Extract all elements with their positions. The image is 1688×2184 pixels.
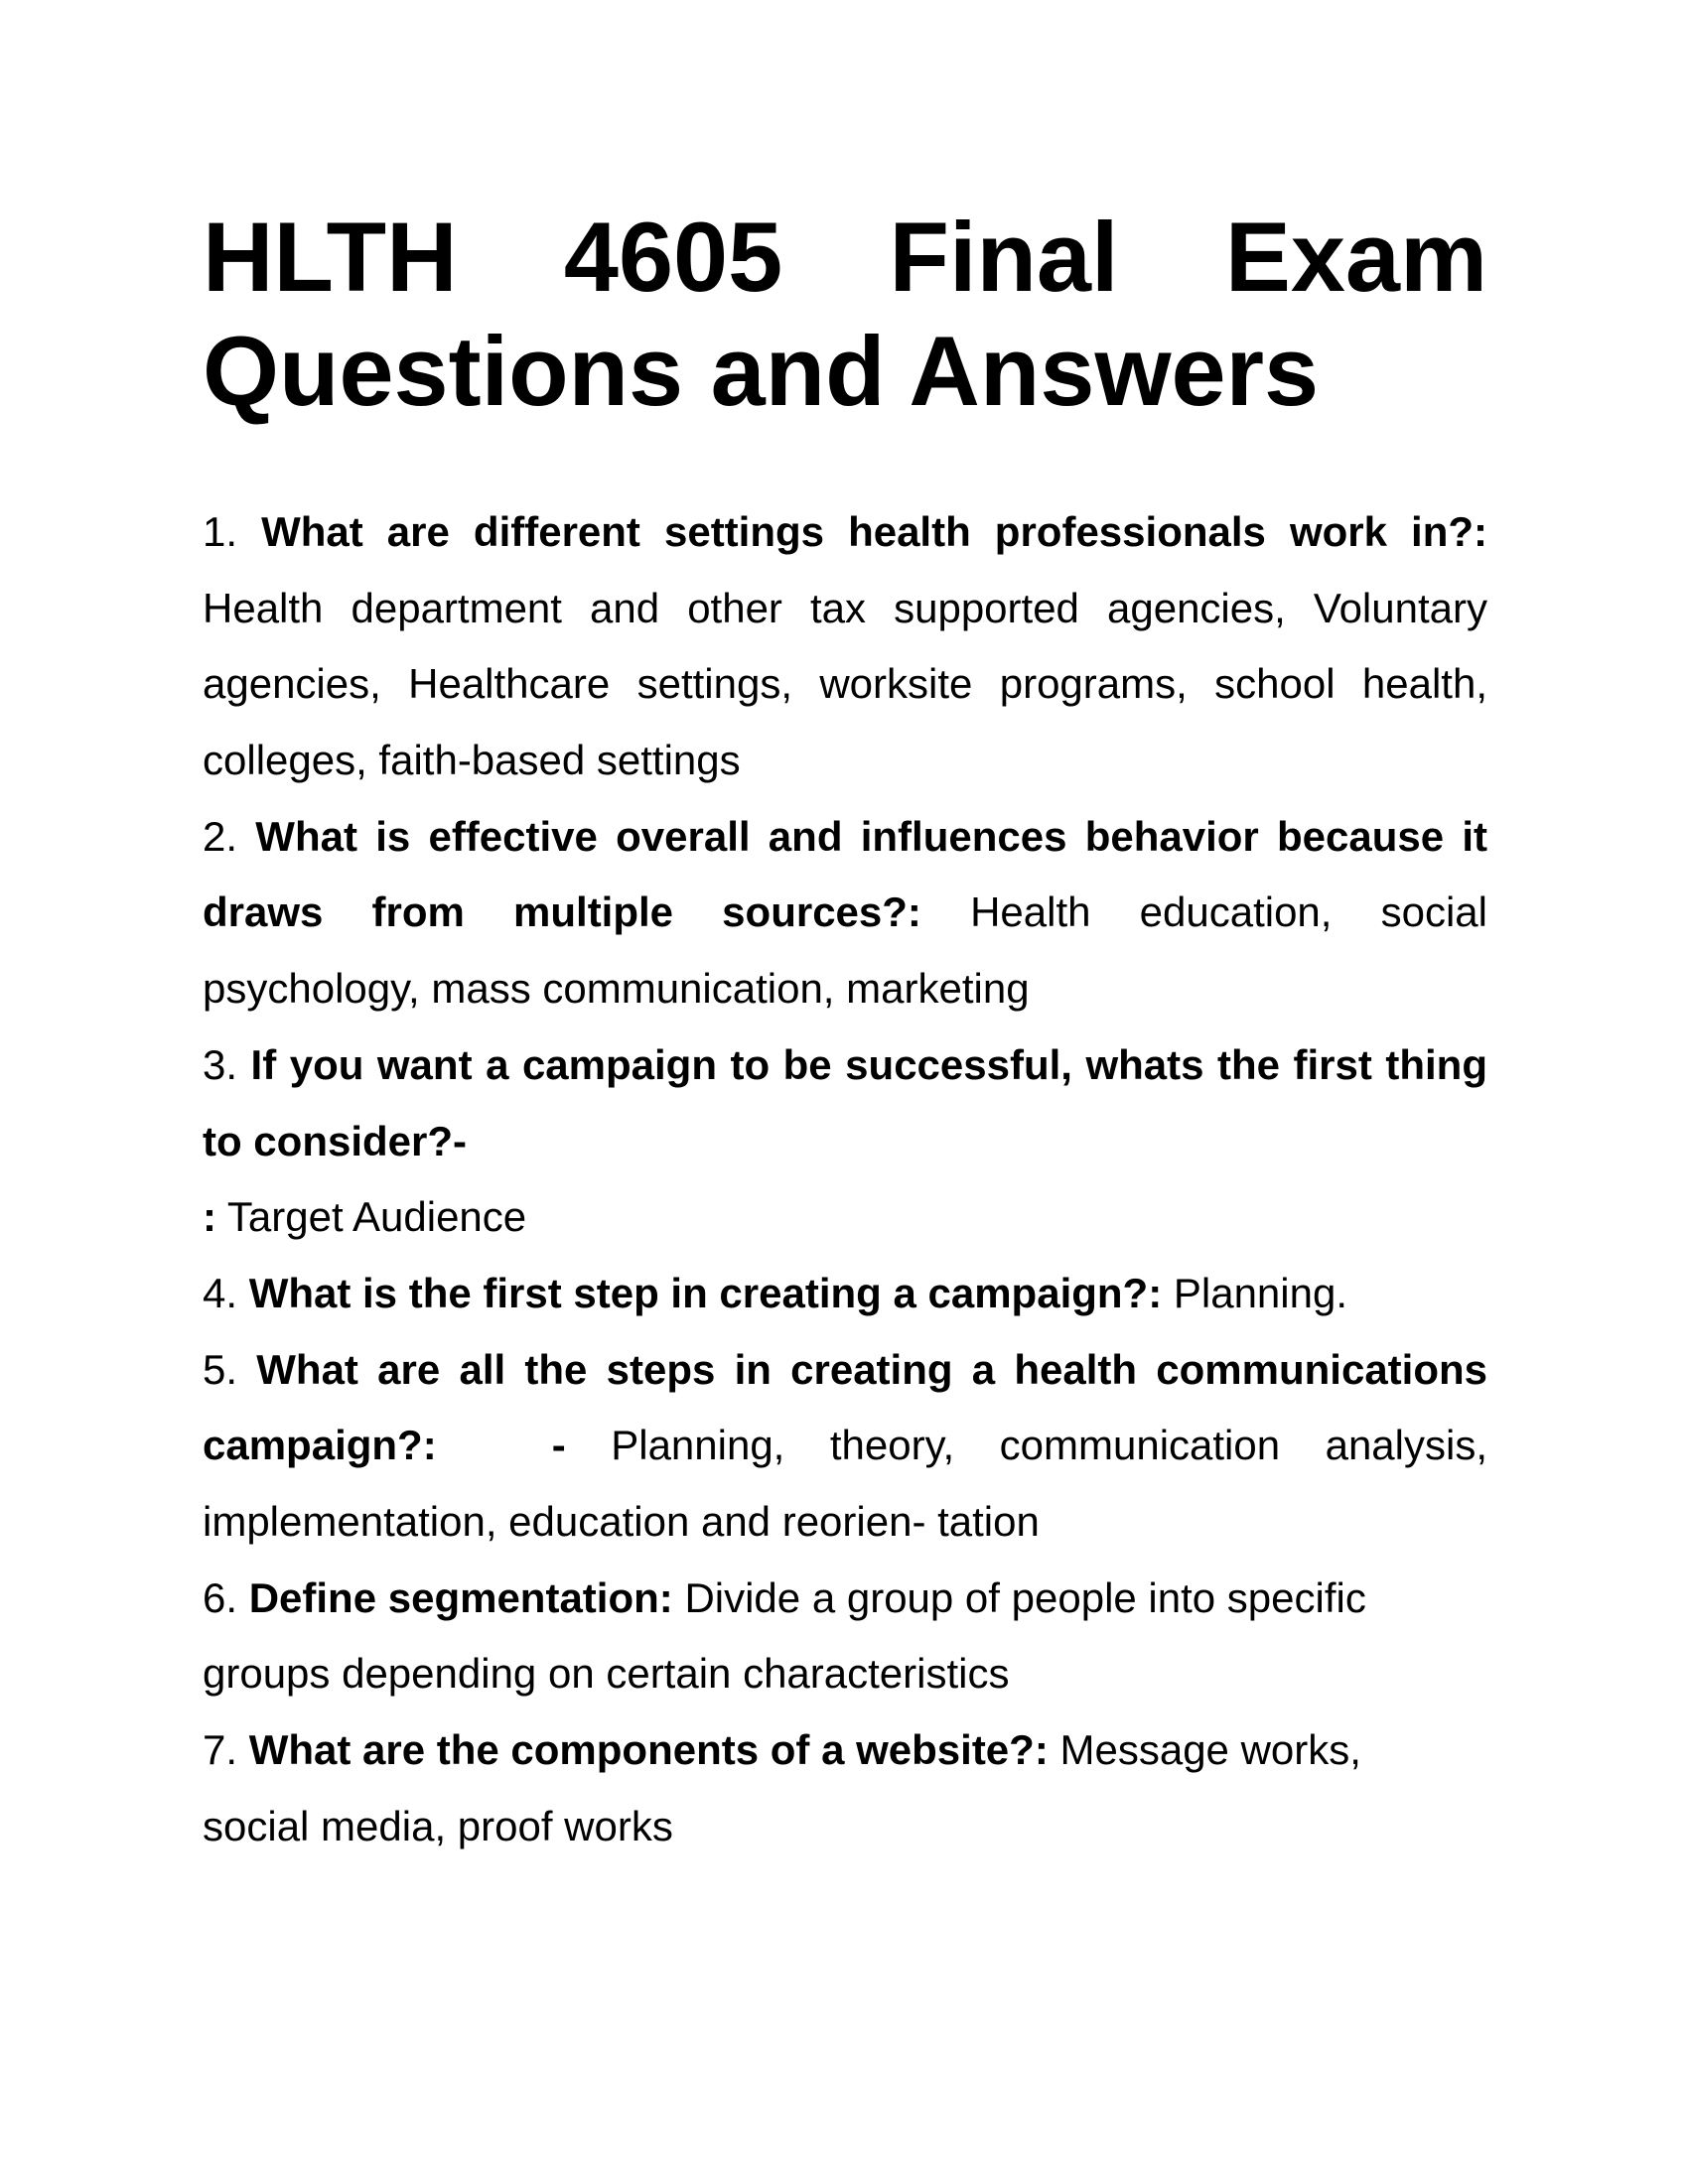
question-text: What is effective overall and influences behavior because it xyxy=(255,812,1488,860)
answer-2-line-2: psychology, mass communication, marketing xyxy=(203,965,1030,1013)
answer-text: Planning. xyxy=(1173,1269,1348,1316)
question-number: 2. xyxy=(203,812,238,860)
question-text: What is the first step in creating a campaign?: xyxy=(248,1269,1163,1316)
answer-prefix: : xyxy=(203,1193,216,1241)
answer-3 xyxy=(203,1179,1487,1256)
question-3-line-2 xyxy=(203,1104,1487,1180)
answer-5-line-2: implementation, education and reorien- tation xyxy=(203,1497,1040,1545)
question-5 xyxy=(203,1332,1487,1409)
question-text: What are all the steps in creating a health communications xyxy=(256,1345,1487,1393)
answer-text: Planning, theory, communication analysis, xyxy=(611,1422,1488,1469)
question-3 xyxy=(203,1027,1487,1104)
answer-1-line-1: Health department and other tax supported agencies, Voluntary xyxy=(203,584,1487,631)
answer-text: Health education, social xyxy=(970,888,1487,936)
question-1 xyxy=(203,494,1487,571)
question-number: 7. xyxy=(203,1726,238,1773)
title-word: Final xyxy=(889,202,1119,312)
question-4 xyxy=(203,1256,1487,1332)
title-word: Exam xyxy=(1224,202,1487,312)
question-number: 4. xyxy=(203,1269,238,1316)
question-text: What are different settings health professionals work in?: xyxy=(261,508,1487,555)
answer-prefix: - xyxy=(551,1422,566,1469)
question-text: Define segmentation: xyxy=(248,1573,673,1621)
page-title xyxy=(203,200,1487,428)
answer-1-line-3: colleges, faith-based settings xyxy=(203,737,741,784)
question-text: draws from multiple sources?: xyxy=(203,888,921,936)
title-line-1 xyxy=(203,200,1487,314)
question-number: 5. xyxy=(203,1345,238,1393)
question-number: 3. xyxy=(203,1040,238,1088)
question-text: If you want a campaign to be successful, whats the first thing xyxy=(250,1040,1487,1088)
answer-6-line-2: groups depending on certain characteristics xyxy=(203,1650,1010,1698)
question-5-line-2 xyxy=(203,1408,1487,1484)
question-6 xyxy=(203,1561,1487,1637)
title-line-2: Questions and Answers xyxy=(203,316,1320,426)
question-number: 1. xyxy=(203,508,238,555)
question-text: What are the components of a website?: xyxy=(248,1726,1049,1773)
title-word: HLTH xyxy=(203,202,458,312)
qa-list xyxy=(203,494,1487,1864)
answer-text: Target Audience xyxy=(226,1193,527,1241)
answer-text: Message works, xyxy=(1059,1726,1361,1773)
answer-1-line-2: agencies, Healthcare settings, worksite programs, school health, xyxy=(203,660,1487,708)
question-number: 6. xyxy=(203,1573,238,1621)
title-word: 4605 xyxy=(563,202,783,312)
answer-text: Divide a group of people into specific xyxy=(684,1573,1366,1621)
question-2 xyxy=(203,799,1487,876)
question-text: campaign?: xyxy=(203,1422,437,1469)
answer-7-line-2: social media, proof works xyxy=(203,1802,673,1849)
question-text: to consider?- xyxy=(203,1117,468,1164)
question-7 xyxy=(203,1712,1487,1789)
question-2-line-2 xyxy=(203,875,1487,951)
